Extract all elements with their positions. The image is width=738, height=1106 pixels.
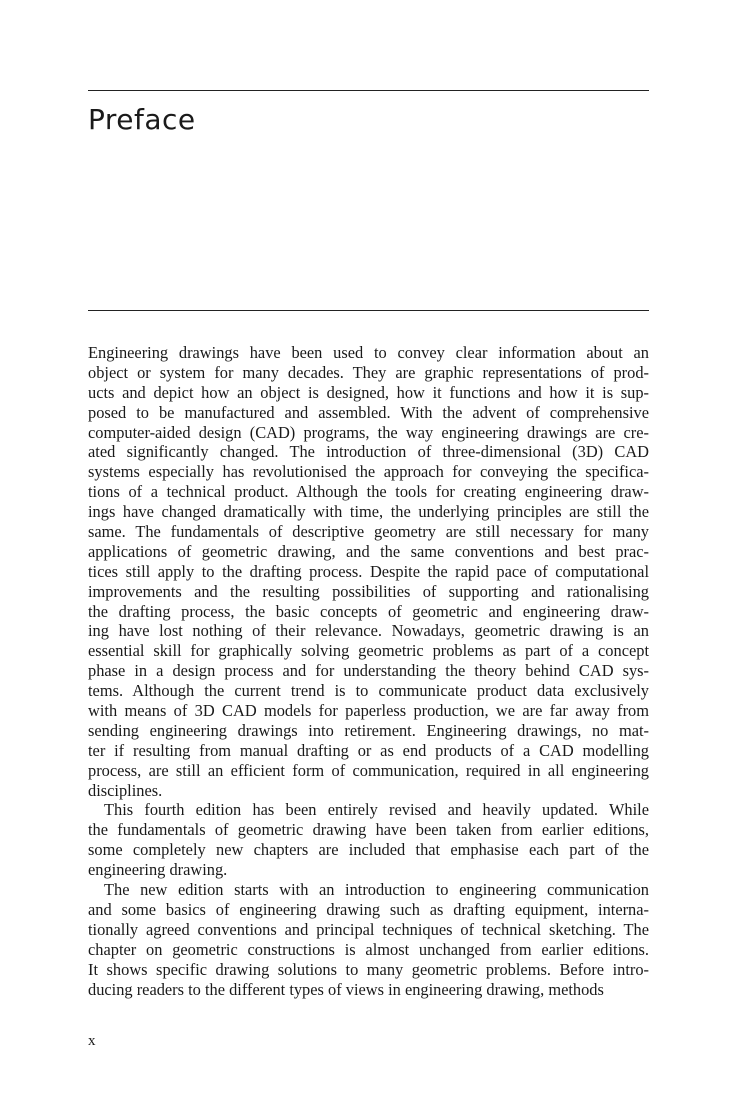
text-line: process, are still an efficient form of communication, required in all engineering [88, 760, 649, 780]
page-number: x [88, 1033, 96, 1049]
text-line: ucts and depict how an object is designed, how it functions and how it is sup- [88, 382, 649, 402]
text-line: ducing readers to the different types of views in engineering drawing, methods [88, 979, 604, 999]
text-line: ter if resulting from manual drafting or as end products of a CAD modelling [88, 740, 649, 760]
text-line: tionally agreed conventions and principal techniques of technical sketching. The [88, 919, 649, 939]
text-line: ing have lost nothing of their relevance. Nowadays, geometric drawing is an [88, 621, 649, 641]
text-line: tices still apply to the drafting process. Despite the rapid pace of computational [88, 561, 649, 581]
text-line: same. The fundamentals of descriptive geometry are still necessary for many [88, 522, 649, 542]
text-line: chapter on geometric constructions is almost unchanged from earlier editions. [88, 939, 649, 959]
text-line: engineering drawing. [88, 860, 228, 880]
text-line: systems especially has revolutionised the approach for conveying the specifica- [88, 462, 649, 482]
text-line: object or system for many decades. They are graphic representations of prod- [88, 362, 649, 382]
text-line: applications of geometric drawing, and the same conventions and best prac- [88, 541, 649, 561]
text-line: with means of 3D CAD models for paperless production, we are far away from [88, 701, 649, 721]
text-line: phase in a design process and for understanding the theory behind CAD sys- [88, 661, 649, 681]
page-title: Preface [88, 103, 196, 136]
text-line: computer-aided design (CAD) programs, the way engineering drawings are cre- [88, 422, 649, 442]
text-line: tions of a technical product. Although the tools for creating engineering draw- [88, 482, 649, 502]
top-rule [88, 90, 649, 91]
text-line: essential skill for graphically solving geometric problems as part of a concept [88, 641, 649, 661]
text-line: ated significantly changed. The introduction of three-dimensional (3D) CAD [88, 442, 649, 462]
text-line: This fourth edition has been entirely revised and heavily updated. While [104, 800, 649, 820]
text-line: sending engineering drawings into retirement. Engineering drawings, no mat- [88, 720, 649, 740]
text-line: It shows specific drawing solutions to many geometric problems. Before intro- [88, 959, 649, 979]
text-line: and some basics of engineering drawing such as drafting equipment, interna- [88, 899, 649, 919]
paragraph [88, 880, 649, 999]
body-text [88, 343, 649, 999]
text-line: the drafting process, the basic concepts of geometric and engineering draw- [88, 601, 649, 621]
heading-bottom-rule [88, 310, 649, 311]
text-line: posed to be manufactured and assembled. With the advent of comprehensive [88, 402, 649, 422]
text-line: tems. Although the current trend is to communicate product data exclusively [88, 681, 649, 701]
text-line: the fundamentals of geometric drawing have been taken from earlier editions, [88, 820, 649, 840]
text-line: disciplines. [88, 780, 163, 800]
text-line: some completely new chapters are included that emphasise each part of the [88, 840, 649, 860]
text-line: ings have changed dramatically with time, the underlying principles are still the [88, 502, 649, 522]
paragraph [88, 343, 649, 800]
paragraph [88, 800, 649, 880]
text-line: improvements and the resulting possibilities of supporting and rationalising [88, 581, 649, 601]
text-line: Engineering drawings have been used to convey clear information about an [88, 343, 649, 362]
text-line: The new edition starts with an introduction to engineering communication [104, 880, 649, 900]
